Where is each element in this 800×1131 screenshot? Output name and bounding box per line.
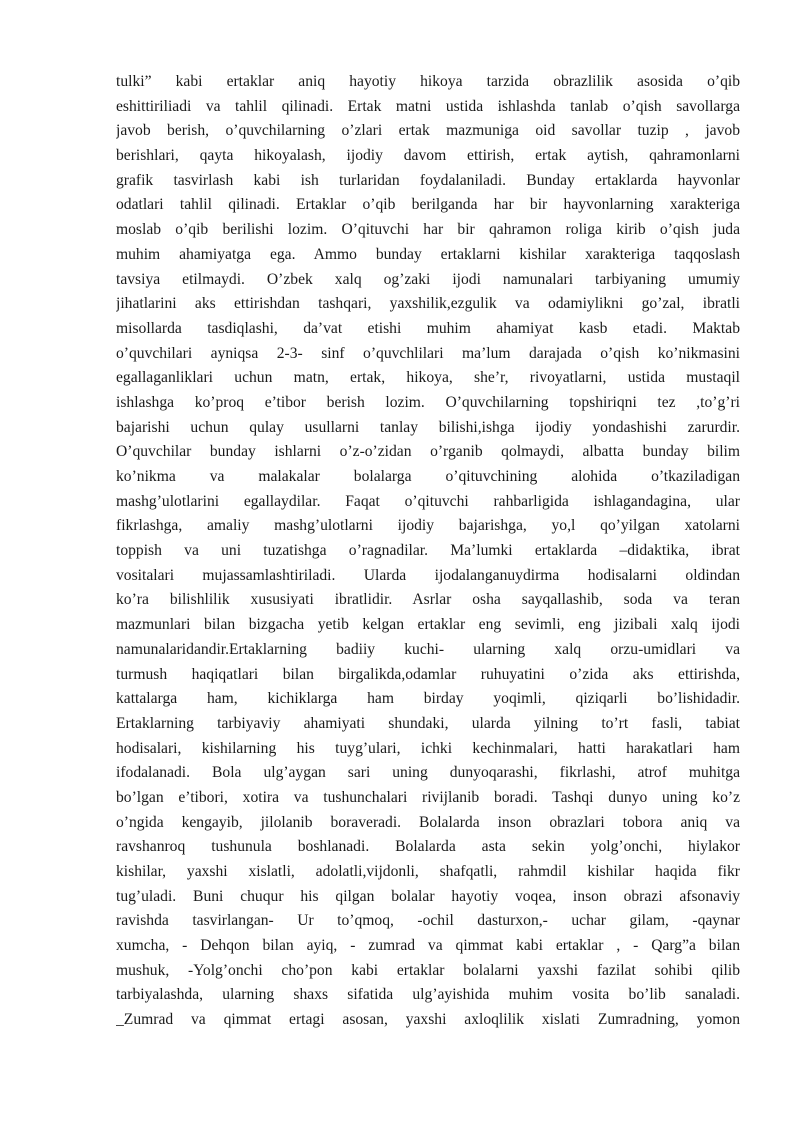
text-line: bajarishi uchun qulay usullarni tanlay bilishi,ishga ijodiy yondashishi zarurdir. — [116, 418, 740, 436]
text-line: turmush haqiqatlari bilan birgalikda,odamlar ruhuyatini o’zida aks ettirishda, — [116, 665, 740, 683]
text-line: hodisalari, kishilarning his tuyg’ulari, ichki kechinmalari, hatti harakatlari ham — [116, 739, 740, 757]
text-line: ravishda tasvirlangan- Ur to’qmoq, -ochil dasturxon,- uchar gilam, -qaynar — [116, 912, 740, 930]
text-line: ko’nikma va malakalar bolalarga o’qituvchining alohida o’tkaziladigan — [116, 468, 740, 485]
text-line: o’ngida kengayib, jilolanib boraveradi. Bolalarda inson obrazlari tobora aniq va — [116, 813, 740, 831]
text-line: javob berish, o’quvchilarning o’zlari ertak mazmuniga oid savollar tuzip , javob — [116, 122, 740, 140]
text-line: ko’ra bilishlilik xususiyati ibratlidir. Asrlar osha sayqallashib, soda va teran — [116, 591, 740, 609]
text-line: ifodalanadi. Bola ulg’aygan sari uning dunyoqarashi, fikrlashi, atrof muhitga — [116, 764, 740, 782]
text-line: mushuk, -Yolg’onchi cho’pon kabi ertaklar bolalarni yaxshi fazilat sohibi qilib — [116, 961, 740, 979]
text-line: fikrlashga, amaliy mashg’ulotlarni ijodiy bajarishga, yo,l qo’yilgan xatolarni — [116, 517, 740, 535]
text-line: Ertaklarning tarbiyaviy ahamiyati shundaki, ularda yilning to’rt fasli, tabiat — [116, 714, 740, 732]
text-line: O’quvchilar bunday ishlarni o’z-o’zidan o’rganib qolmaydi, albatta bunday bilim — [116, 443, 740, 461]
text-line: berishlari, qayta hikoyalash, ijodiy davom ettirish, ertak aytish, qahramonlarni — [116, 147, 740, 165]
text-line: tulki” kabi ertaklar aniq hayotiy hikoya tarzida obrazlilik asosida o’qib — [116, 73, 740, 90]
text-line: muhim ahamiyatga ega. Ammo bunday ertaklarni kishilar xarakteriga taqqoslash — [116, 245, 740, 263]
text-line: misollarda tasdiqlashi, da’vat etishi muhim ahamiyat kasb etadi. Maktab — [116, 319, 740, 337]
text-line: o’quvchilari ayniqsa 2-3- sinf o’quvchlilari ma’lum darajada o’qish ko’nikmasini — [116, 344, 740, 362]
text-line: mazmunlari bilan bizgacha yetib kelgan ertaklar eng sevimli, eng jizibali xalq ijodi — [116, 616, 740, 634]
text-line: eshittiriliadi va tahlil qilinadi. Ertak matni ustida ishlashda tanlab o’qish savollarga — [116, 97, 740, 115]
text-line: tarbiyalashda, ularning shaxs sifatida ulg’ayishida muhim vosita bo’lib sanaladi. — [116, 986, 740, 1004]
text-line: odatlari tahlil qilinadi. Ertaklar o’qib berilganda har bir hayvonlarning xarakteriga — [116, 196, 740, 214]
text-line: ravshanroq tushunula boshlanadi. Bolalarda asta sekin yolg’onchi, hiylakor — [116, 838, 740, 856]
text-line: kattalarga ham, kichiklarga ham birday yoqimli, qiziqarli bo’lishidadir. — [116, 690, 740, 708]
text-line: ishlashga ko’proq e’tibor berish lozim. O’quvchilarning topshiriqni tez ,to’g’ri — [116, 393, 740, 411]
text-line: bo’lgan e’tibori, xotira va tushunchalari rivijlanib boradi. Tashqi dunyo uning ko’z — [116, 788, 740, 806]
text-line: jihatlarini aks ettirishdan tashqari, yaxshilik,ezgulik va odamiylikni go’zal, ibratli — [116, 295, 740, 313]
text-line: vositalari mujassamlashtiriladi. Ularda ijodalanganuydirma hodisalarni oldindan — [116, 566, 740, 584]
text-line: tavsiya etilmaydi. O’zbek xalq og’zaki ijodi namunalari tarbiyaning umumiy — [116, 270, 740, 288]
text-line: kishilar, yaxshi xislatli, adolatli,vijdonli, shafqatli, rahmdil kishilar haqida fikr — [116, 863, 740, 880]
body-text — [116, 70, 740, 1033]
text-line: toppish va uni tuzatishga o’ragnadilar. Ma’lumki ertaklarda –didaktika, ibrat — [116, 542, 740, 560]
text-line: _Zumrad va qimmat ertagi asosan, yaxshi axloqlilik xislati Zumradning, yomon — [116, 1011, 740, 1029]
text-line: namunalaridandir.Ertaklarning badiiy kuchi- ularning xalq orzu-umidlari va — [116, 640, 740, 658]
text-line: egallaganliklari uchun matn, ertak, hikoya, she’r, rivoyatlarni, ustida mustaqil — [116, 369, 740, 387]
text-line: grafik tasvirlash kabi ish turlaridan foydalaniladi. Bunday ertaklarda hayvonlar — [116, 171, 740, 189]
text-line: moslab o’qib berilishi lozim. O’qituvchi har bir qahramon roliga kirib o’qish juda — [116, 221, 740, 239]
text-line: tug’uladi. Buni chuqur his qilgan bolalar hayotiy voqea, inson obrazi afsonaviy — [116, 887, 740, 905]
text-line: xumcha, - Dehqon bilan ayiq, - zumrad va qimmat kabi ertaklar , - Qarg”a bilan — [116, 937, 740, 955]
text-line: mashg’ulotlarini egallaydilar. Faqat o’qituvchi rahbarligida ishlagandagina, ular — [116, 492, 740, 510]
